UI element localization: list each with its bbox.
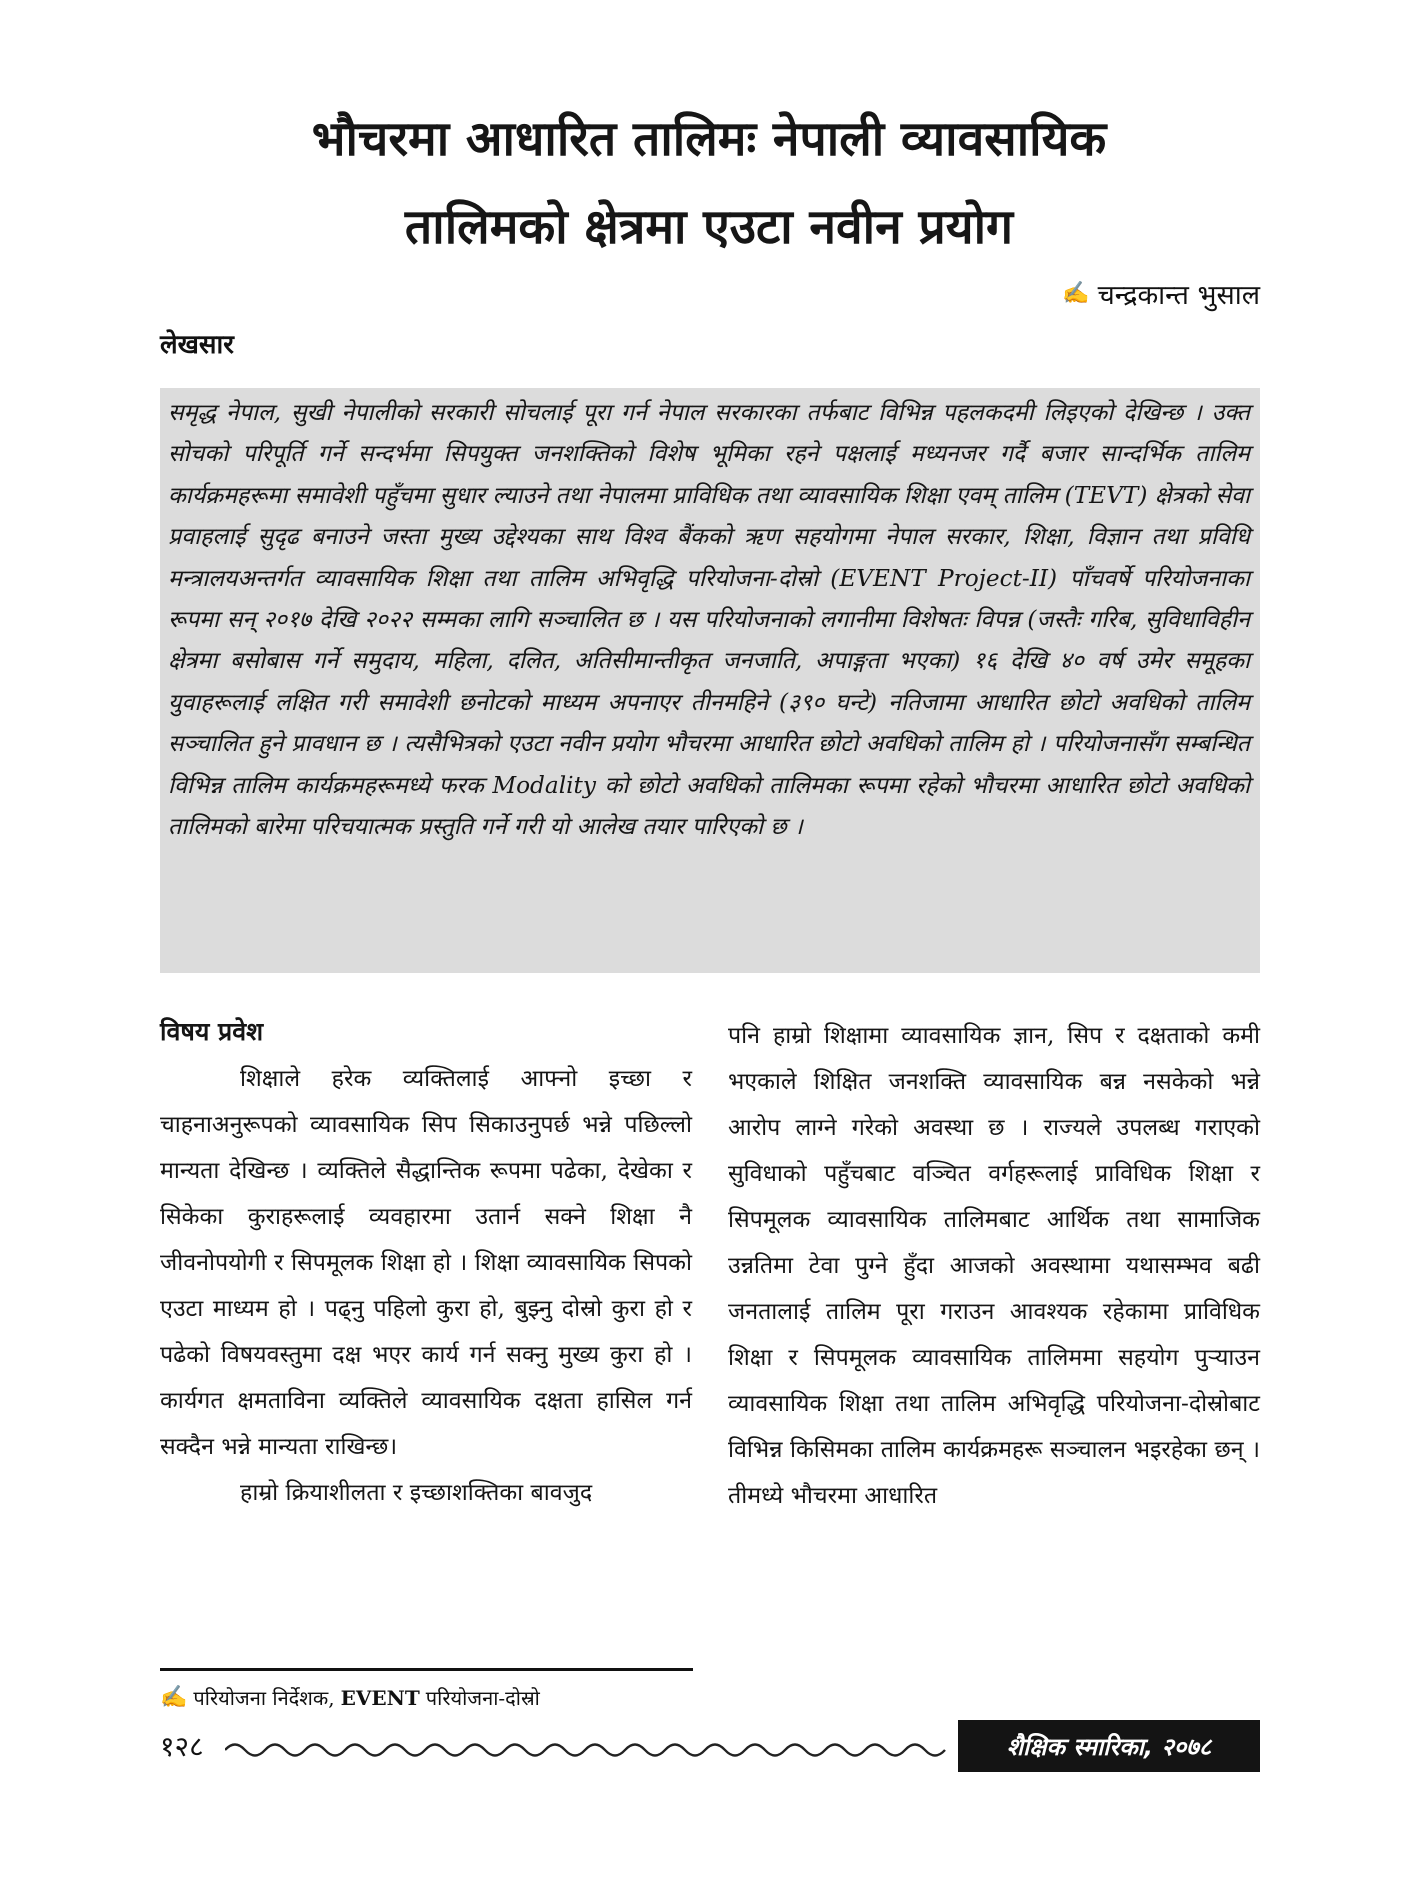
left-column [160, 1010, 692, 1516]
title-line-2: तालिमको क्षेत्रमा एउटा नवीन प्रयोग [404, 199, 1014, 255]
intro-paragraph-1: शिक्षाले हरेक व्यक्तिलाई आफ्नो इच्छा र चाहनाअनुरूपको व्यावसायिक सिप सिकाउनुपर्छ भन्ने पछिल्लो मान्यता देखिन्छ । व्यक्तिले सैद्धान्तिक रूपमा पढेका, देखेका र सिकेका कुराहरूलाई व्यवहारमा उतार्न सक्ने शिक्षा नै जीवनोपयोगी र सिपमूलक शिक्षा हो । शिक्षा व्यावसायिक सिपको एउटा माध्यम हो । पढ्नु पहिलो कुरा हो, बुझ्नु दोस्रो कुरा हो र पढेको विषयवस्तुमा दक्ष भएर कार्य गर्न सक्नु मुख्य कुरा हो । कार्यगत क्षमताविना व्यक्तिले व्यावसायिक दक्षता हासिल गर्न सक्दैन भन्ने मान्यता राखिन्छ। [160, 1065, 692, 1460]
footnote-prefix: परियोजना निर्देशक, [193, 1686, 335, 1710]
intro-paragraph-2-start: हाम्रो क्रियाशीलता र इच्छाशक्तिका बावजुद [240, 1479, 593, 1506]
pen-icon: ✍ [1062, 281, 1090, 306]
right-column [728, 1013, 1260, 1519]
author-name: चन्द्रकान्त भुसाल [1097, 280, 1260, 311]
publication-name: शैक्षिक स्मारिका, २०७८ [1006, 1732, 1212, 1761]
section-heading: विषय प्रवेश [160, 1017, 264, 1046]
abstract-heading: लेखसार [160, 330, 234, 360]
abstract-box [160, 388, 1260, 973]
page-number: १२८ [160, 1730, 204, 1763]
publication-banner [958, 1720, 1260, 1772]
footnote-suffix: परियोजना-दोस्रो [425, 1686, 540, 1710]
title-line-1: भौचरमा आधारित तालिमः नेपाली व्यावसायिक [311, 111, 1107, 167]
footnote-project-code: EVENT [340, 1685, 420, 1710]
footnote [160, 1684, 540, 1711]
abstract-text: समृद्ध नेपाल, सुखी नेपालीको सरकारी सोचलाई पूरा गर्न नेपाल सरकारका तर्फबाट विभिन्न पहलकदमी लिइएको देखिन्छ । उक्त सोचको परिपूर्ति गर्ने सन्दर्भमा सिपयुक्त जनशक्तिको विशेष भूमिका रहने पक्षलाई मध्यनजर गर्दै बजार सान्दर्भिक तालिम कार्यक्रमहरूमा समावेशी पहुँचमा सुधार ल्याउने तथा नेपालमा प्राविधिक तथा व्यावसायिक शिक्षा एवम् तालिम (TEVT) क्षेत्रको सेवा प्रवाहलाई सुदृढ बनाउने जस्ता मुख्य उद्देश्यका साथ विश्व बैंकको ऋण सहयोगमा नेपाल सरकार, शिक्षा, विज्ञान तथा प्रविधि मन्त्रालयअन्तर्गत व्यावसायिक शिक्षा तथा तालिम अभिवृद्धि परियोजना-दोस्रो (EVENT Project-II) पाँचवर्षे परियोजनाका रूपमा सन् २०१७ देखि २०२२ सम्मका लागि सञ्चालित छ । यस परियोजनाको लगानीमा विशेषतः विपन्न (जस्तैः गरिब, सुविधाविहीन क्षेत्रमा बसोबास गर्ने समुदाय, महिला, दलित, अतिसीमान्तीकृत जनजाति, अपाङ्गता भएका) १६ देखि ४० वर्ष उमेर समूहका युवाहरूलाई लक्षित गरी समावेशी छनोटको माध्यम अपनाएर तीनमहिने (३९० घन्टे) नतिजामा आधारित छोटो अवधिको तालिम सञ्चालित हुने प्रावधान छ । त्यसैभित्रको एउटा नवीन प्रयोग भौचरमा आधारित छोटो अवधिको तालिम हो । परियोजनासँग सम्बन्धित विभिन्न तालिम कार्यक्रमहरूमध्ये फरक Modality को छोटो अवधिको तालिमका रूपमा रहेको भौचरमा आधारित छोटो अवधिको तालिमको बारेमा परिचयात्मक प्रस्तुति गर्ने गरी यो आलेख तयार पारिएको छ । [168, 399, 1250, 841]
article-title [150, 95, 1268, 271]
footnote-divider [160, 1668, 693, 1671]
author-byline [1062, 275, 1260, 312]
decorative-wave-line [225, 1735, 955, 1765]
intro-paragraph-2-continued: पनि हाम्रो शिक्षामा व्यावसायिक ज्ञान, सिप र दक्षताको कमी भएकाले शिक्षित जनशक्ति व्यावसायिक बन्न नसकेको भन्ने आरोप लाग्ने गरेको अवस्था छ । राज्यले उपलब्ध गराएको सुविधाको पहुँचबाट वञ्चित वर्गहरूलाई प्राविधिक शिक्षा र सिपमूलक व्यावसायिक तालिमबाट आर्थिक तथा सामाजिक उन्नतिमा टेवा पुग्ने हुँदा आजको अवस्थामा यथासम्भव बढी जनतालाई तालिम पूरा गराउन आवश्यक रहेकामा प्राविधिक शिक्षा र सिपमूलक व्यावसायिक तालिममा सहयोग पुर्‍याउन व्यावसायिक शिक्षा तथा तालिम अभिवृद्धि परियोजना-दोस्रोबाट विभिन्न किसिमका तालिम कार्यक्रमहरू सञ्चालन भइरहेका छन् । तीमध्ये भौचरमा आधारित [728, 1022, 1260, 1509]
pen-icon: ✍ [160, 1685, 188, 1710]
